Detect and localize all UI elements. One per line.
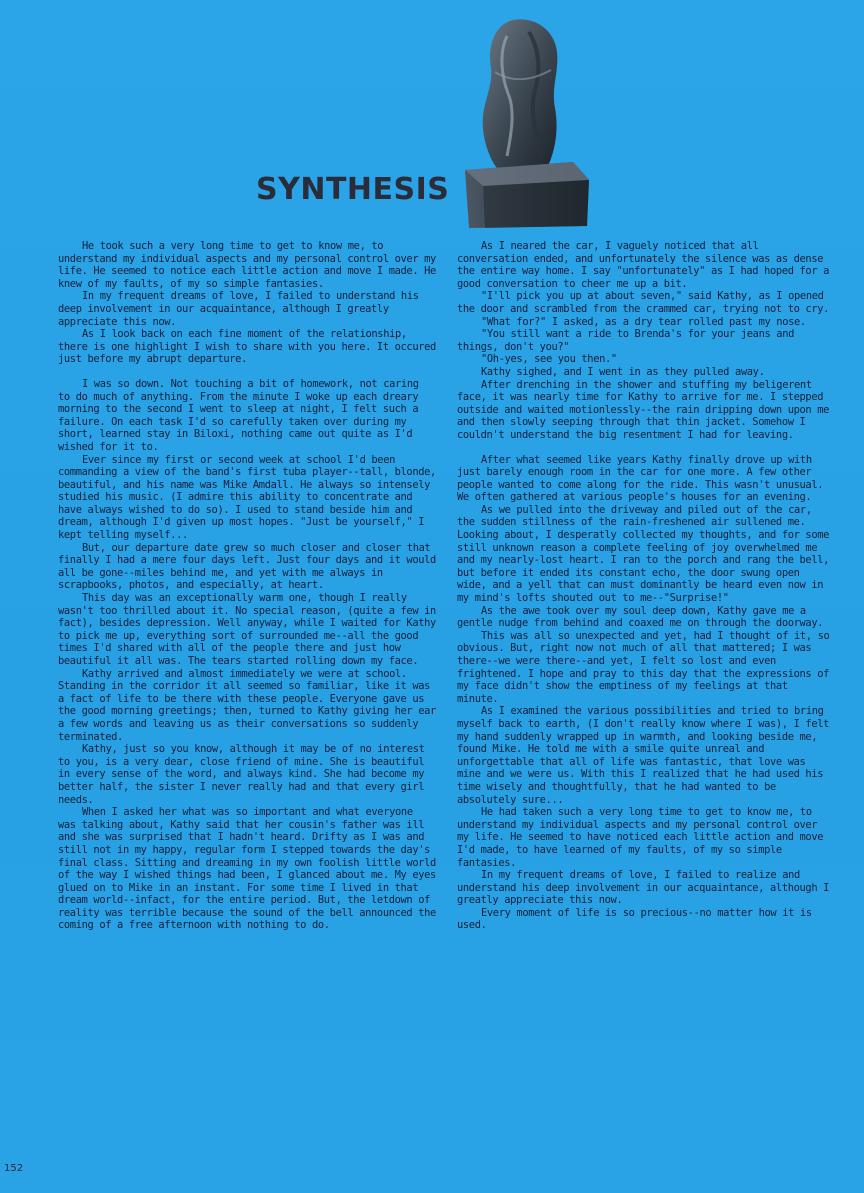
paragraph: Kathy, just so you know, although it may be of no interest to you, is a very dear, close friend of mine. She is beautiful in every sense of the word, and always kind. She had become my better half, the sister I never really had and that every girl needs. xyxy=(58,743,425,806)
paragraph: Kathy arrived and almost immediately we were at school. Standing in the corridor it all seemed so familiar, like it was a fact of life to be there with these people. Everyone gave us the good morning greetings; then, turned to Kathy giving her ear a few words and leaving us as their conversations so suddenly terminated. xyxy=(58,667,436,743)
paragraph: Every moment of life is so precious--no matter how it is used. xyxy=(457,906,812,932)
paragraph: This day was an exceptionally warm one, though I really wasn't too thrilled about it. No special reason, (quite a few in fact), besides depression. Well anyway, while I waited for Kathy to pick me up, everything sort of surrounded me--all the good times I'd shared with all of the people there and just how beautiful it all was. The tears started rolling down my face. xyxy=(58,592,436,667)
paragraph: I was so down. Not touching a bit of homework, not caring to do much of anything. From the minute I woke up each dreary morning to the second I went to sleep at night, I felt such a failure. On each task I'd so carefully taken over during my short, learned stay in Biloxi, nothing came out quite as I'd wished for it to. xyxy=(58,377,419,453)
paragraph: In my frequent dreams of love, I failed to understand his deep involvement in our acquaintance, although I greatly appreciate this now. xyxy=(58,290,419,328)
sculpture-photo xyxy=(455,12,595,230)
paragraph: After drenching in the shower and stuffing my beligerent face, it was nearly time for Kathy to arrive for me. I stepped outside and waited motionlessly--the rain dripping down upon me and then slowly seeping through that thin jacket. Somehow I couldn't understand the big resentment I had for leaving. xyxy=(457,378,830,441)
paragraph: Kathy sighed, and I went in as they pulled away. xyxy=(481,365,765,378)
paragraph: But, our departure date grew so much closer and closer that finally I had a mere four days left. Just four days and it would all be gone--miles behind me, and yet with me always in scrapbooks, photos, and especially, at heart. xyxy=(58,541,436,592)
paragraph: "What for?" I asked, as a dry tear rolled past my nose. xyxy=(481,315,806,328)
left-text-column xyxy=(58,240,436,932)
paragraph: As I neared the car, I vaguely noticed that all conversation ended, and unfortunately the silence was as dense the entire way home. I say "unfortunately" as I had hoped for a good conversation to cheer me up a bit. xyxy=(457,240,830,290)
paragraph: As I look back on each fine moment of the relationship, there is one highlight I wish to share with you here. It occured just before my abrupt departure. xyxy=(58,328,436,366)
paragraph: When I asked her what was so important and what everyone was talking about, Kathy said that her cousin's father was ill and she was surprised that I hadn't heard. Drifty as I was and still not in my happy, regular form I stepped towards the day's final class. Sitting and dreaming in my own foolish little world of the way I wished things had been, I glanced about me. My eyes glued on to Mike in an instant. For some time I lived in that dream world--infact, for the entire period. But, the letdown of reality was terrible because the sound of the bell announced the coming of a free afternoon with nothing to do. xyxy=(58,806,436,932)
paragraph: After what seemed like years Kathy finally drove up with just barely enough room in the car for one more. A few other people wanted to come along for the ride. This wasn't unusual. We often gathered at various people's houses for an evening. xyxy=(457,453,824,504)
paragraph: Ever since my first or second week at school I'd been commanding a view of the band's first tuba player--tall, blonde, beautiful, and his name was Mike Amdall. He always so intensely studied his music. (I admire this ability to concentrate and have always wished to do so). I used to stand beside him and dream, although I'd given up most hopes. "Just be yourself," I kept telling myself... xyxy=(58,453,436,542)
paragraph: As I examined the various possibilities and tried to bring myself back to earth, (I don't really know where I was), I felt my hand suddenly wrapped up in warmth, and looking beside me, found Mike. He told me with a smile quite unreal and unforgettable that all of life was fantastic, that love was mine and we were us. With this I realized that he had used his time wisely and thoughtfully, that he had wanted to be absolutely sure... xyxy=(457,705,830,806)
paragraph: In my frequent dreams of love, I failed to realize and understand his deep involvement in our acquaintance, although I greatly appreciate this now. xyxy=(457,869,830,907)
page-number: 152 xyxy=(4,1163,24,1174)
paragraph: "I'll pick you up at about seven," said Kathy, as I opened the door and scrambled from the crammed car, trying not to cry. xyxy=(457,290,830,315)
right-text-column xyxy=(457,240,830,932)
paragraph: This was all so unexpected and yet, had I thought of it, so obvious. But, right now not much of all that mattered; I was there--we were there--and yet, I felt so lost and even frightened. I hope and pray to this day that the expressions of my face didn't show the emptiness of my feelings at that minute. xyxy=(457,629,830,705)
paragraph: He had taken such a very long time to get to know me, to understand my individual aspects and my personal control over my life. He seemed to have noticed each little action and move I'd made, to have learned of my faults, of my so simple fantasies. xyxy=(457,806,824,869)
paragraph: As we pulled into the driveway and piled out of the car, the sudden stillness of the rain-freshened air sullened me. Looking about, I desperatly collected my thoughts, and for some still unknown reason a complete feeling of joy overwhelmed me and my nearly-lost heart. I ran to the porch and rang the bell, but before it ended its constant echo, the door swung open wide, and a yell that can must dominantly be heard even now in my mind's lofts shouted out to me--"Surprise!" xyxy=(457,503,830,605)
paragraph: "You still want a ride to Brenda's for your jeans and things, don't you?" xyxy=(457,328,795,353)
article-title: SYNTHESIS xyxy=(256,172,450,207)
paragraph: He took such a very long time to get to know me, to understand my individual aspects and my personal control over my life. He seemed to notice each little action and move I made. He knew of my faults, of my so simple fantasies. xyxy=(58,240,436,290)
paragraph: "Oh-yes, see you then." xyxy=(481,353,617,366)
paragraph: As the awe took over my soul deep down, Kathy gave me a gentle nudge from behind and coaxed me on through the doorway. xyxy=(457,604,824,630)
